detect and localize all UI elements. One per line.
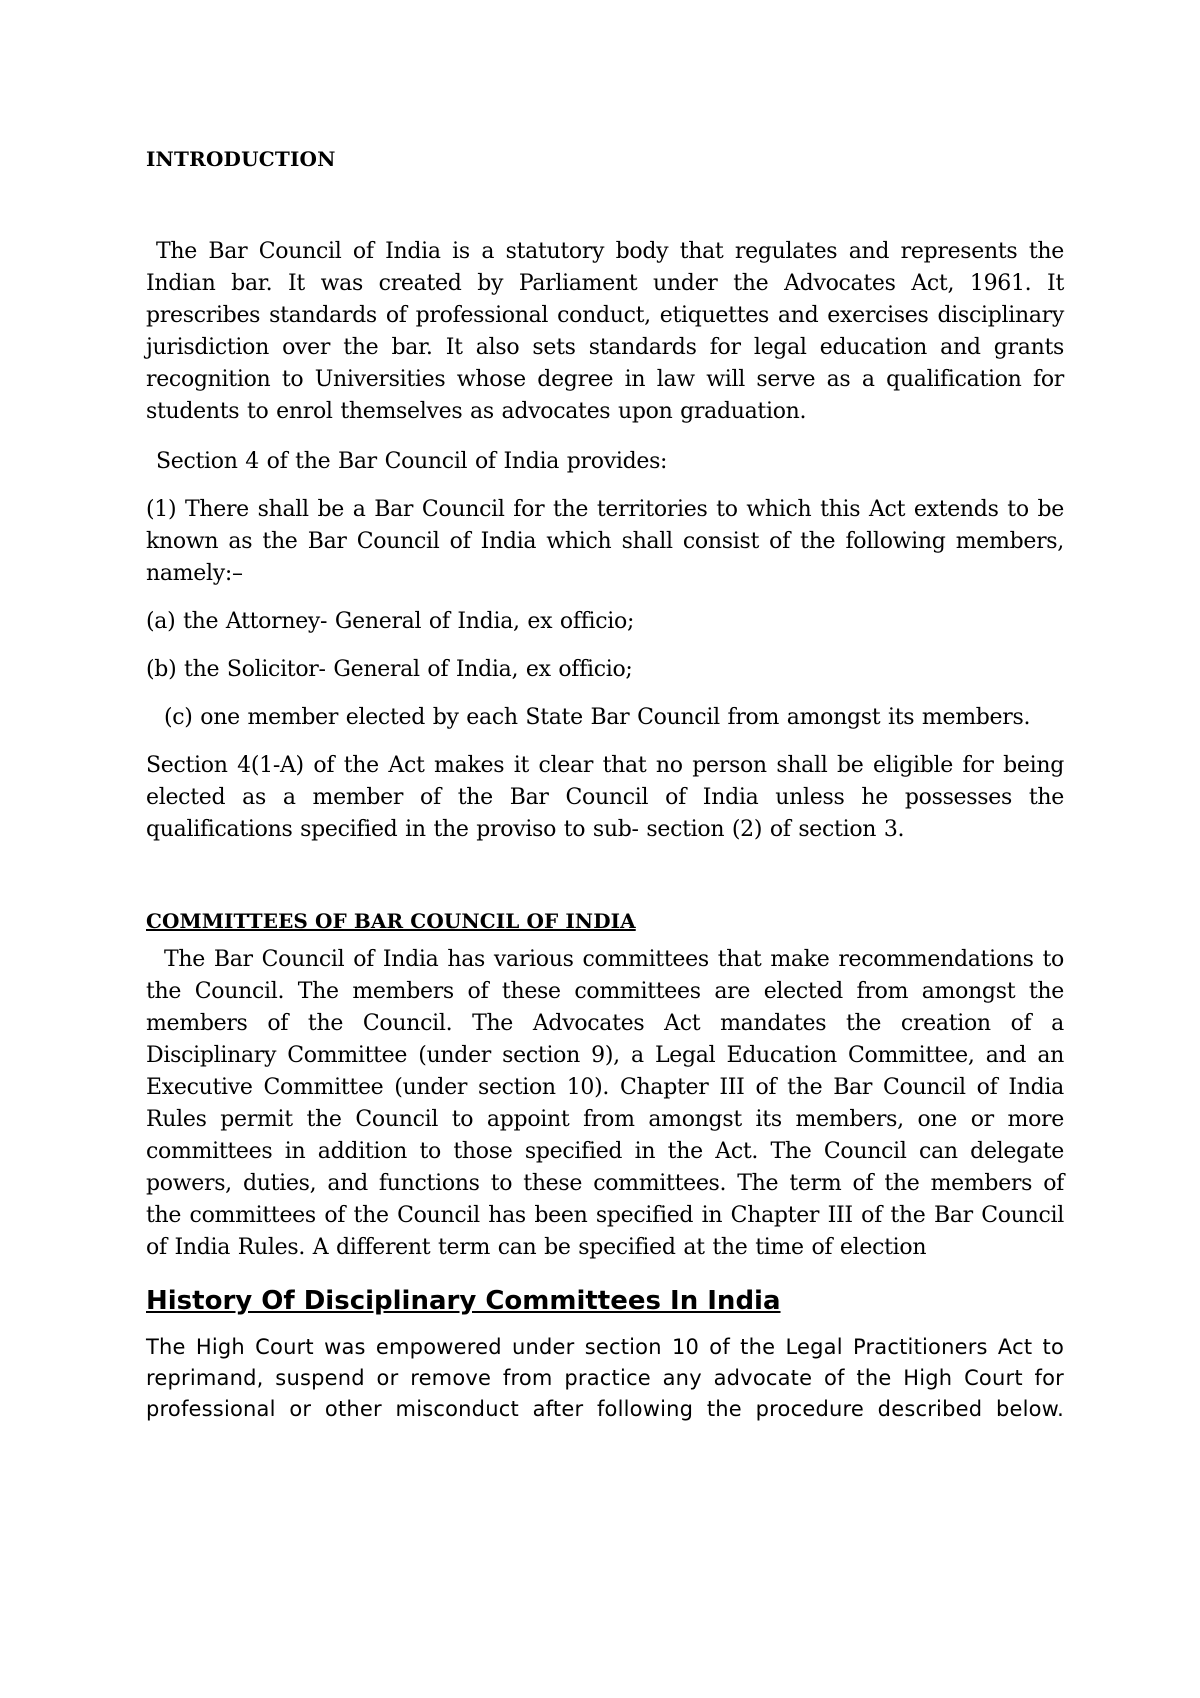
history-heading: History Of Disciplinary Committees In India (146, 1286, 781, 1316)
list-item-a: (a) the Attorney- General of India, ex officio; (146, 609, 635, 634)
committees-paragraph: The Bar Council of India has various committees that make recommendations to the Council. The members of these committees are elected from amongst the members of the Council. The Advocates Act mandates the creation of a Disciplinary Committee (under section 9), a Legal Education Committee, and an Executive Committee (under section 10). Chapter III of the Bar Council of India Rules permit the Council to appoint from amongst its members, one or more committees in addition to those specified in the Act. The Council can delegate powers, duties, and functions to these committees. The term of the members of the committees of the Council has been specified in Chapter III of the Bar Council of India Rules. A different term can be specified at the time of election (146, 947, 1064, 1260)
section-4-paragraph: Section 4 of the Bar Council of India provides: (156, 449, 668, 474)
intro-heading: INTRODUCTION (146, 147, 336, 171)
section-4-1a-paragraph: Section 4(1-A) of the Act makes it clear that no person shall be eligible for being elected as a member of the Bar Council of India unless he possesses the qualifications specified in the proviso to sub- section (2) of section 3. (146, 753, 1064, 842)
list-item-b: (b) the Solicitor- General of India, ex officio; (146, 657, 633, 682)
clause-1-paragraph: (1) There shall be a Bar Council for the territories to which this Act extends to be known as the Bar Council of India which shall consist of the following members, namely:– (146, 497, 1064, 586)
history-paragraph: The High Court was empowered under section 10 of the Legal Practitioners Act to reprimand, suspend or remove from practice any advocate of the High Court for professional or other misconduct after following the procedure described below. (146, 1335, 1064, 1421)
committees-heading: COMMITTEES OF BAR COUNCIL OF INDIA (146, 909, 636, 933)
document-body (146, 146, 1064, 1443)
intro-paragraph: The Bar Council of India is a statutory body that regulates and represents the Indian bar. It was created by Parliament under the Advocates Act, 1961. It prescribes standards of professional conduct, etiquettes and exercises disciplinary jurisdiction over the bar. It also sets standards for legal education and grants recognition to Universities whose degree in law will serve as a qualification for students to enrol themselves as advocates upon graduation. (146, 239, 1064, 424)
list-item-c: (c) one member elected by each State Bar Council from amongst its members. (164, 705, 1031, 730)
